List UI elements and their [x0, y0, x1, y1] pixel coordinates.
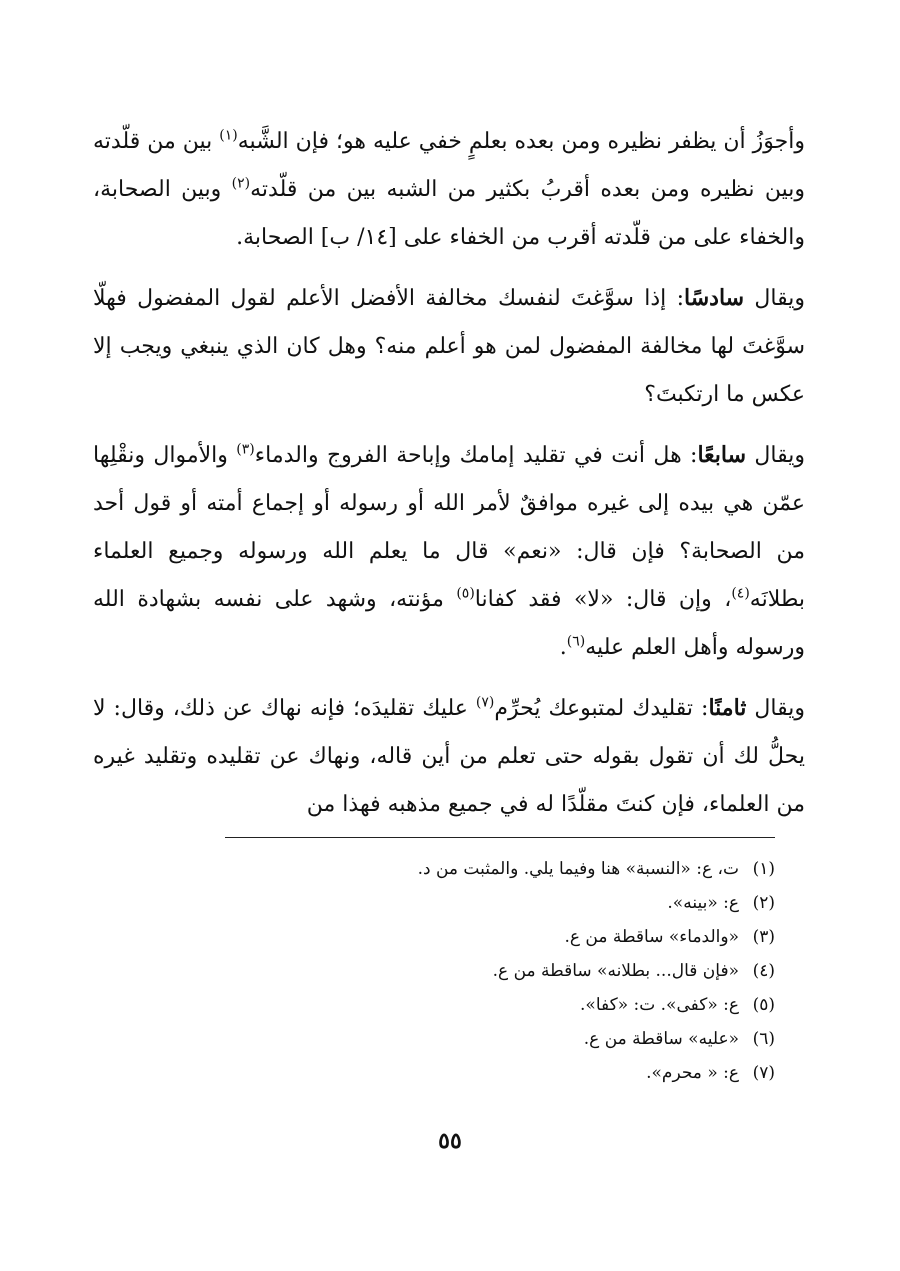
footnote-text: «والدماء» ساقطة من ع. — [564, 927, 739, 947]
footnote-item — [175, 988, 775, 1022]
footnote-marker: (٣) — [236, 441, 255, 458]
footnote-text: ت، ع: «النسبة» هنا وفيما يلي. والمثبت من د. — [417, 859, 739, 879]
footnote-number: (١) — [752, 859, 775, 879]
paragraph — [93, 118, 805, 262]
ordinal-heading: سادسًا — [684, 285, 745, 311]
footnote-item — [175, 920, 775, 954]
text-segment: . — [559, 635, 567, 660]
footnote-marker: (٢) — [231, 175, 251, 192]
text-segment: ويقال — [746, 443, 805, 468]
ordinal-heading: ثامنًا — [708, 695, 747, 721]
text-segment: بين من قلّدته وبين نظيره ومن بعده أقربُ بكثير من الشبه بين من قلّدته — [93, 129, 805, 202]
text-segment: : هل أنت في تقليد إمامك وإباحة الفروج والدماء — [254, 443, 698, 468]
text-segment: وبين الصحابة، والخفاء على من قلّدته أقرب من الخفاء على [١٤/ ب] الصحابة. — [93, 177, 805, 250]
footnotes-list — [175, 852, 775, 1090]
footnote-item — [175, 852, 775, 886]
footnote-number: (٢) — [752, 893, 775, 913]
footnote-marker: (٦) — [566, 633, 586, 650]
text-segment: وأجوَزُ أن يظفر نظيره ومن بعده بعلمٍ خفي عليه هو؛ فإن الشَّبه — [237, 129, 805, 154]
footnote-marker: (٧) — [475, 694, 495, 711]
footnote-item — [175, 954, 775, 988]
footnote-number: (٤) — [752, 961, 775, 981]
text-segment: : إذا سوَّغتَ لنفسك مخالفة الأفضل الأعلم لقول المفضول فهلّا سوَّغتَ لها مخالفة المفضول لمن هو أعلم منه؟ وهل كان الذي ينبغي ويجب إلا عكس ما ارتكبتَ؟ — [93, 286, 806, 407]
text-segment: ويقال — [744, 286, 805, 311]
footnote-marker: (١) — [219, 127, 238, 144]
text-segment: : تقليدك لمتبوعك يُحرِّم — [494, 696, 709, 721]
footnote-text: «عليه» ساقطة من ع. — [583, 1029, 739, 1049]
footnote-item — [175, 1056, 775, 1090]
main-text — [93, 118, 805, 841]
text-segment: ، وإن قال: «لا» فقد كفانا — [474, 587, 732, 612]
paragraph — [93, 274, 805, 419]
footnote-item — [175, 886, 775, 920]
footnote-text: «فإن قال... بطلانه» ساقطة من ع. — [492, 961, 739, 981]
footnote-number: (٧) — [752, 1063, 775, 1083]
footnote-marker: (٤) — [731, 585, 750, 602]
footnote-item — [175, 1022, 775, 1056]
footnote-number: (٣) — [752, 927, 775, 947]
text-segment: ويقال — [746, 696, 805, 721]
footnote-marker: (٥) — [456, 585, 475, 602]
page-number: ٥٥ — [438, 1128, 462, 1154]
footnote-text: ع: « محرم». — [646, 1063, 739, 1083]
text-segment: مؤنته، وشهد على نفسه بشهادة الله ورسوله وأهل العلم عليه — [93, 587, 805, 660]
ordinal-heading: سابعًا — [697, 442, 747, 468]
paragraph — [93, 431, 805, 672]
text-segment: عليك تقليدَه؛ فإنه نهاك عن ذلك، وقال: لا يحلُّ لك أن تقول بقوله حتى تعلم من أين قاله، ونهاك عن تقليده وتقليد غيره من العلماء، فإن كنتَ مقلّدًا له في جميع مذهبه فهذا من — [93, 696, 805, 817]
footnote-number: (٦) — [752, 1029, 775, 1049]
footnote-text: ع: «بينه». — [667, 893, 739, 913]
footnote-number: (٥) — [752, 995, 775, 1015]
footnote-divider — [225, 837, 775, 838]
paragraph — [93, 684, 805, 829]
text-segment: والأموال ونقْلِها عمّن هي بيده إلى غيره موافقٌ لأمر الله أو رسوله أو إجماع أمته أو قول أحد من الصحابة؟ فإن قال: «نعم» قال ما يعلم الله ورسوله وجميع العلماء بطلانَه — [93, 443, 805, 612]
footnote-text: ع: «كفى». ت: «كفا». — [580, 995, 739, 1015]
